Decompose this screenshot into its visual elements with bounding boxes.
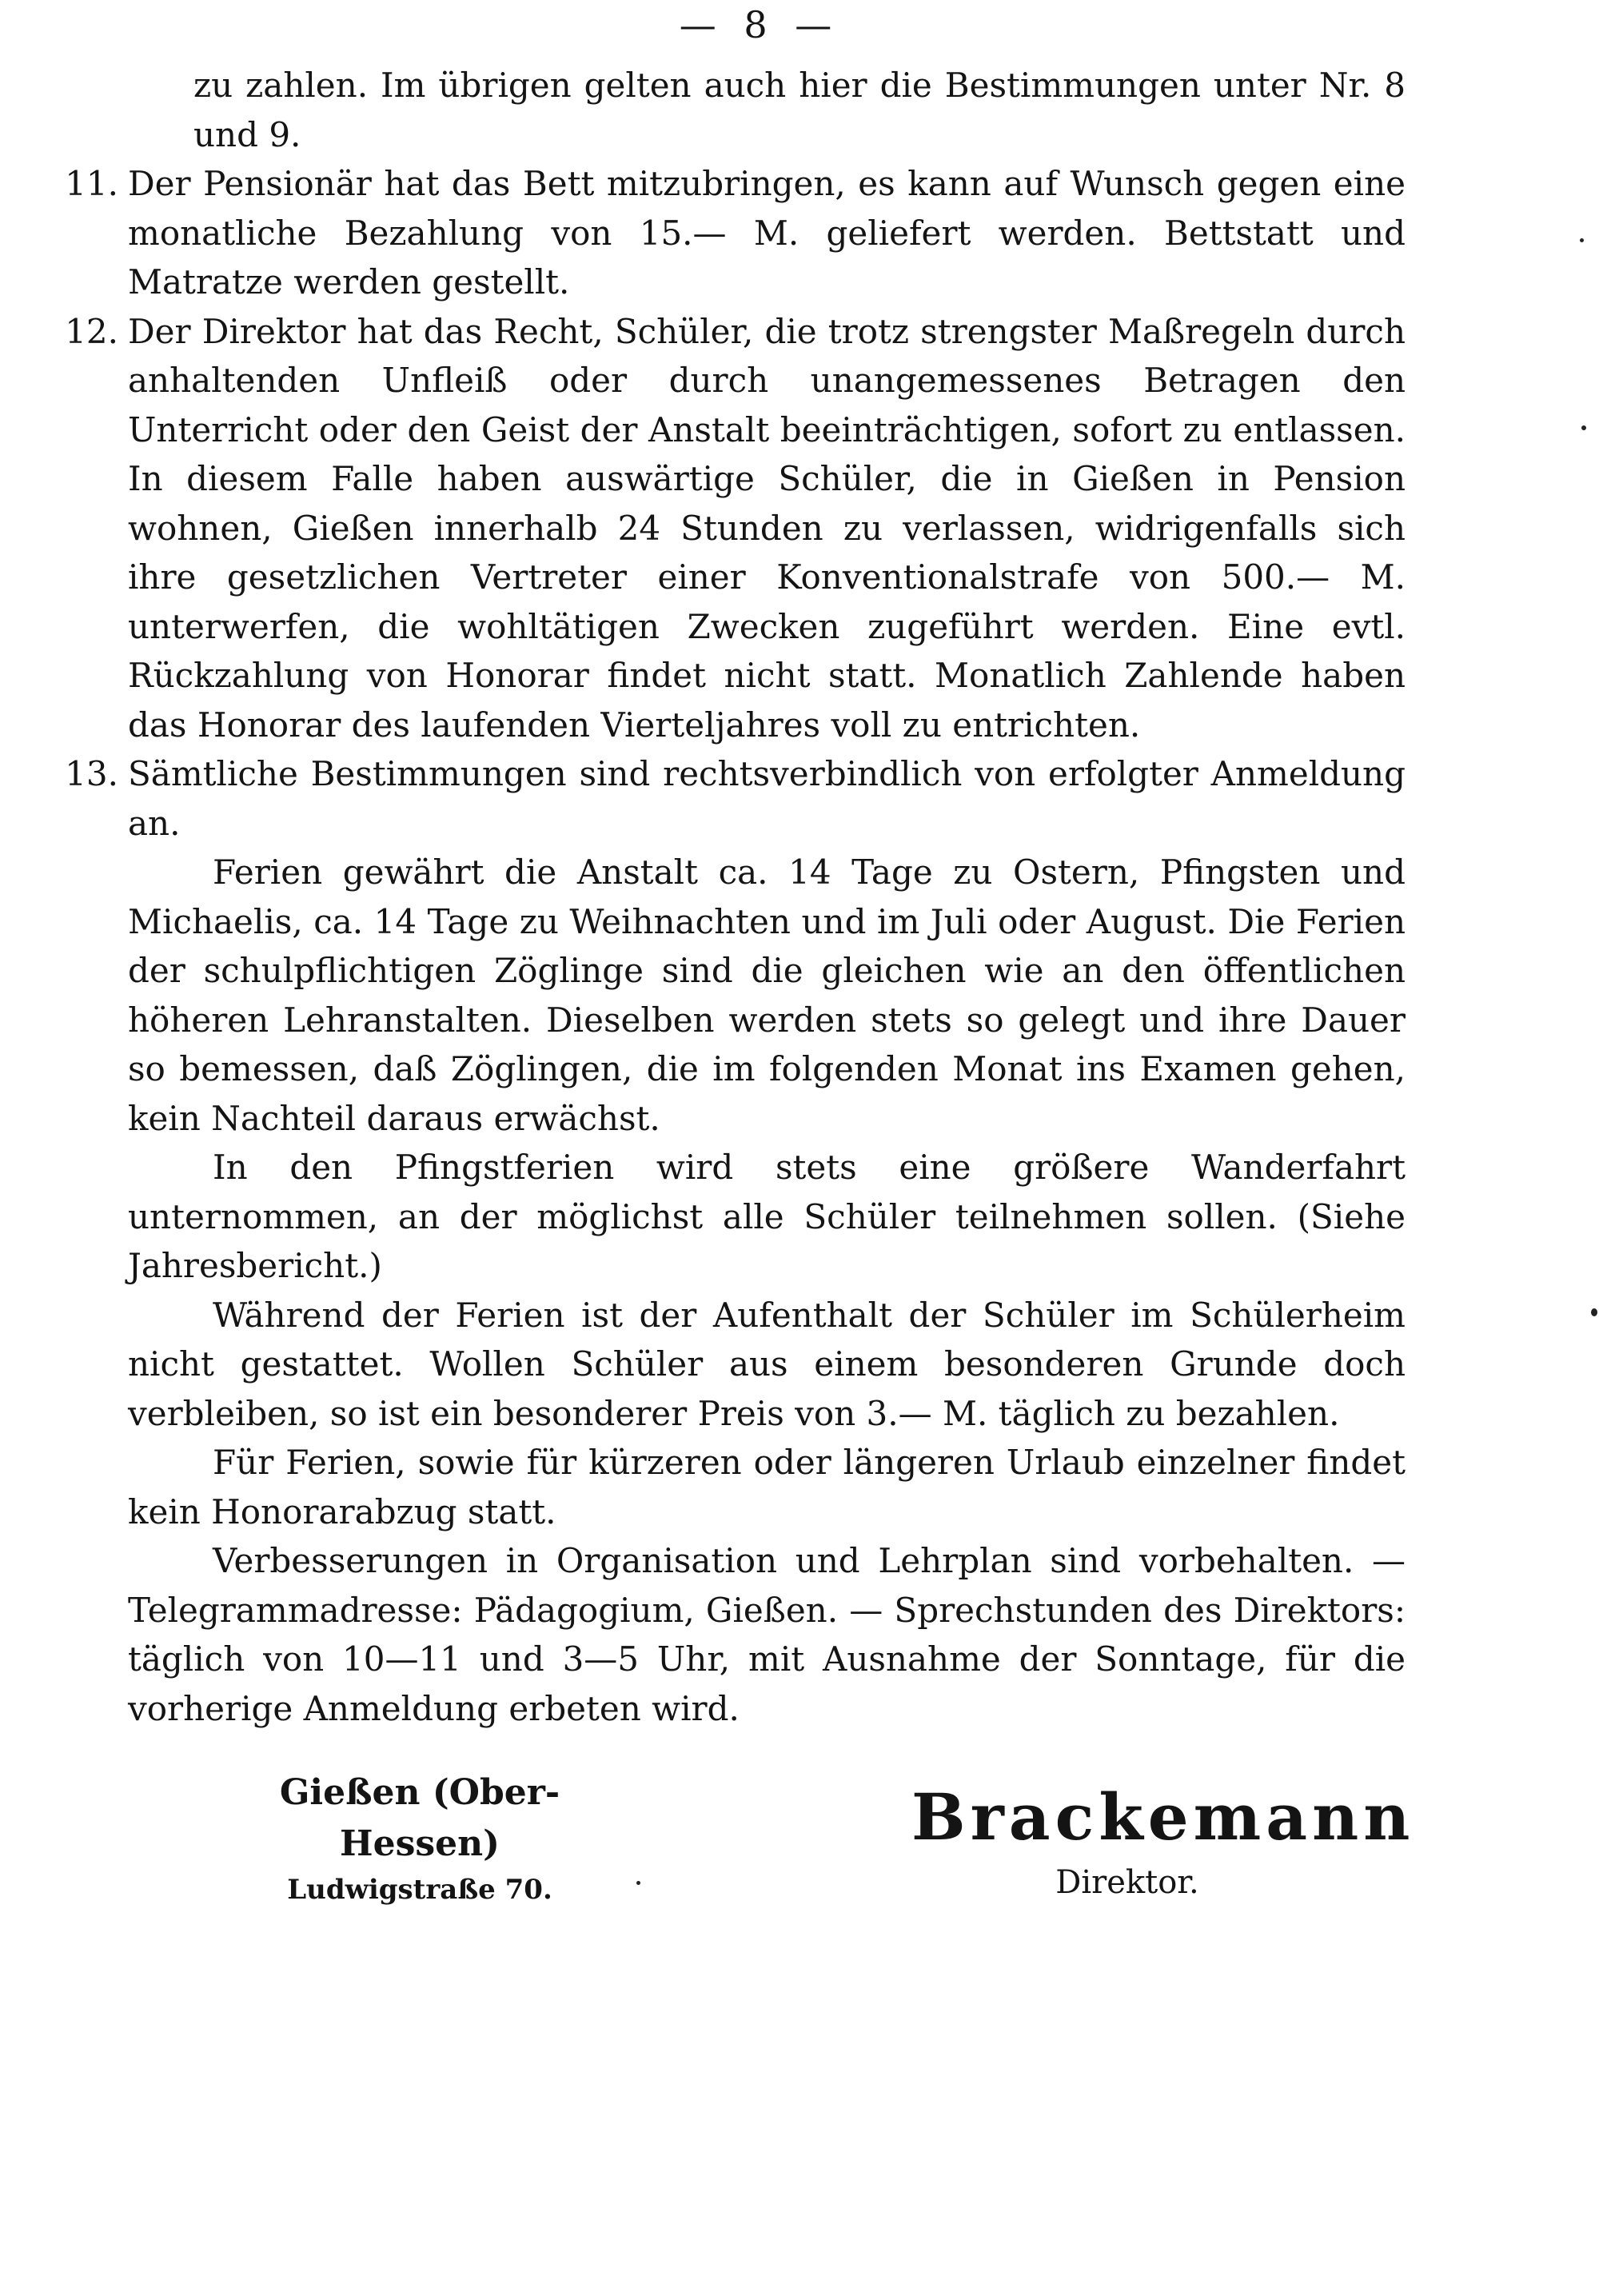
intro-continuation: zu zahlen. Im übrigen gelten auch hier die Bestimmungen unter Nr. 8 und 9. [193,66,1406,154]
address-block [200,1767,640,1910]
item-number: 13. [65,754,118,793]
signature-name: Brackemann [911,1779,1415,1855]
signature-block [911,1777,1415,1905]
city-line: Gießen (Ober-Hessen) [279,1772,560,1864]
item-number: 11. [65,164,118,203]
signature-title: Direktor. [1055,1864,1199,1901]
list-item-13 [65,749,1406,848]
closing-section [0,1767,1599,1927]
street-line: Ludwigstraße 70. [287,1874,552,1906]
item-number: 12. [65,311,118,351]
item-text: Der Direktor hat das Recht, Schüler, die trotz strengster Maßregeln durch anhaltenden Unfleiß oder durch unangemessenes Betragen den Unterricht oder den Geist der Anstalt beeinträchtigen, sofort zu entlassen. In diesem Falle haben auswärtige Schüler, die in Gießen in Pension wohnen, Gießen innerhalb 24 Stunden zu verlassen, widrigenfalls sich ihre gesetzlichen Vertreter einer Konventionalstrafe von 500.— M. unterwerfen, die wohltätigen Zwecken zugeführt werden. Eine evtl. Rückzahlung von Honorar findet nicht statt. Monatlich Zahlende haben das Honorar des laufenden Vierteljahres voll zu entrichten. [128,311,1406,745]
paragraph-honorarabzug: Für Ferien, sowie für kürzeren oder längeren Urlaub einzelner findet kein Honorarabzug statt. [128,1443,1406,1531]
print-speck [1581,425,1586,430]
print-speck [1580,238,1584,242]
page-number: — 8 — [679,3,840,46]
paragraph-ferien: Ferien gewährt die Anstalt ca. 14 Tage zu Ostern, Pfingsten und Michaelis, ca. 14 Tage zu Weihnachten und im Juli oder August. Die Ferien der schulpflichtigen Zöglinge sind die gleichen wie an den öffentlichen höheren Lehranstalten. Dieselben werden stets so gelegt und ihre Dauer so bemessen, daß Zöglingen, die im folgenden Monat ins Examen gehen, kein Nachteil daraus erwächst. [128,853,1406,1138]
print-speck [636,1881,640,1885]
list-item-12 [65,307,1406,750]
print-speck [1591,1308,1597,1316]
item-text: Sämtliche Bestimmungen sind rechtsverbindlich von erfolgter Anmeldung an. [128,754,1406,843]
paragraph-pfingstferien: In den Pfingstferien wird stets eine größere Wanderfahrt unternommen, an der möglichst alle Schüler teilnehmen sollen. (Siehe Jahresbericht.) [128,1148,1406,1285]
document-body [65,61,1406,1733]
paragraph-verbesserungen: Verbesserungen in Organisation und Lehrplan sind vorbehalten. — Telegrammadresse: Pädagogium, Gießen. — Sprechstunden des Direktors: täglich von 10—11 und 3—5 Uhr, mit Ausnahme der Sonntage, für die vorherige Anmeldung erbeten wird. [128,1541,1406,1728]
item-text: Der Pensionär hat das Bett mitzubringen, es kann auf Wunsch gegen eine monatliche Bezahlung von 15.— M. geliefert werden. Bettstatt und Matratze werden gestellt. [128,164,1406,301]
paragraph-aufenthalt: Während der Ferien ist der Aufenthalt der Schüler im Schülerheim nicht gestattet. Wollen Schüler aus einem besonderen Grunde doch verbleiben, so ist ein besonderer Preis von 3.— M. täglich zu bezahlen. [128,1295,1406,1433]
list-item-11 [65,159,1406,307]
